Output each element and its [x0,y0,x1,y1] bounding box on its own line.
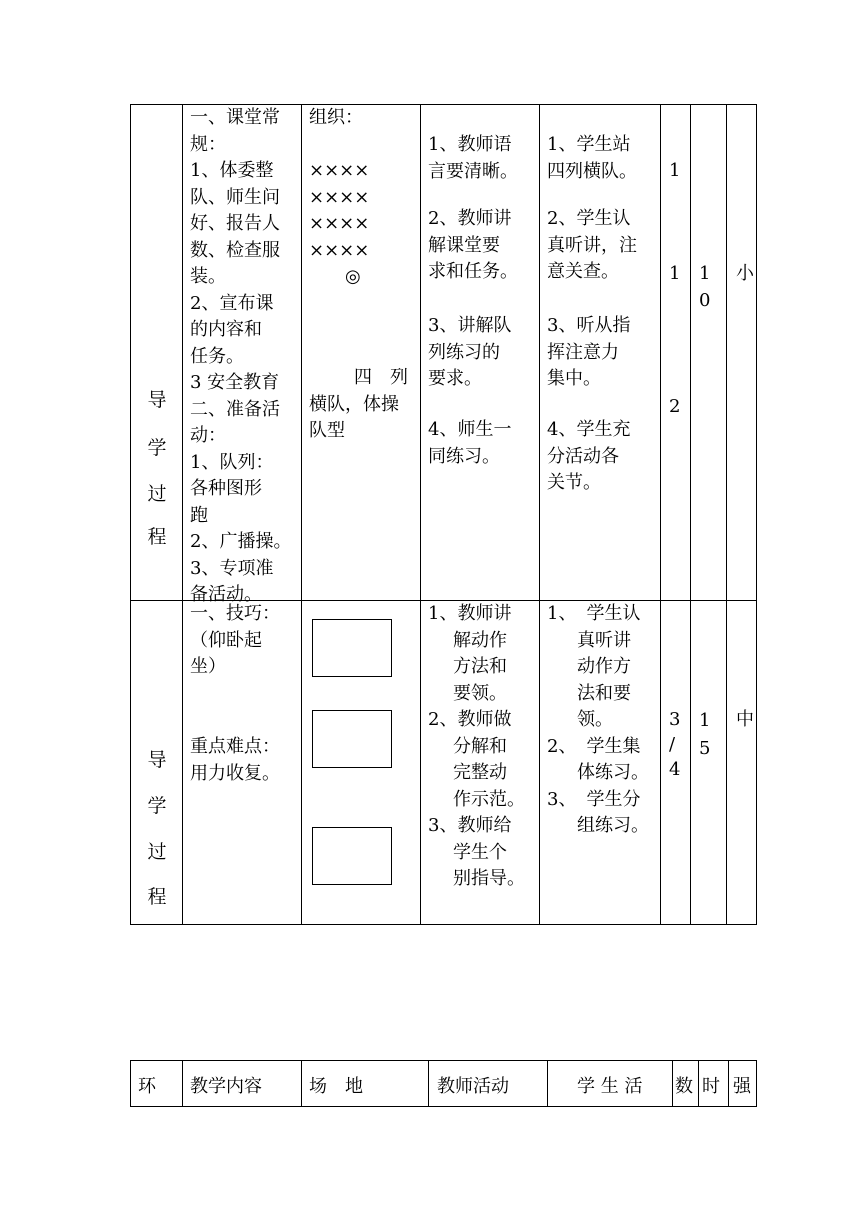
count-value: 1 [669,263,681,284]
formation-row: ×××× [309,186,370,208]
stage-char: 过 [147,841,167,863]
formation-note [309,365,417,445]
table2-col-border [698,1060,699,1107]
student-line [547,601,657,628]
student-item [547,132,657,185]
time-digit: 0 [699,289,711,311]
student-line: 领。 [577,709,613,730]
formation-row: ×××× [309,239,370,261]
stage-char: 程 [147,886,167,908]
teacher-line: 解动作 [453,629,507,651]
content-line: 重点难点： [190,736,280,757]
student-item-text: 学生分 [586,788,641,810]
content-cell [190,601,296,681]
student-line: 四列横队。 [547,160,637,182]
student-line: 动作方 [577,656,631,677]
header-content: 教学内容 [190,1076,262,1097]
content-line: 装。 [190,266,226,287]
table2-col-border [428,1060,429,1107]
student-item [547,417,657,497]
key-points [190,734,296,787]
content-line: 1、队列： [190,451,274,473]
venue-cell [309,105,417,132]
table1-col-border [420,104,421,925]
teacher-line: 3、讲解队 [428,315,512,336]
student-line: 挥注意力 [547,341,619,363]
teacher-line: 言要清晰。 [428,160,518,182]
header-intensity: 强 [733,1076,751,1097]
header-count: 数 [675,1076,693,1097]
teacher-line: 求和任务。 [428,261,518,282]
student-line: 组练习。 [577,815,649,836]
intensity-value: 小 [736,263,754,284]
teacher-line: 解课堂要 [428,234,500,256]
student-line: 分活动各 [547,445,619,467]
student-line: 法和要 [577,682,631,704]
table2-col-border [672,1060,673,1107]
teacher-line: 同练习。 [428,445,500,467]
stage-char: 导 [147,749,167,771]
header-teacher-activity: 教师活动 [437,1076,509,1097]
content-line: 3、专项准 [190,557,274,579]
content-line: 各种图形 [190,478,262,499]
student-item-number: 1、 [547,603,577,624]
student-line: 集中。 [547,368,601,389]
count-digit: 4 [669,759,681,780]
student-item [547,206,657,286]
student-line: 真听讲，注 [547,234,637,256]
table1-col-border [660,104,661,925]
teacher-line: 分解和 [453,735,507,757]
content-line: 数、检查服 [190,239,280,261]
table2-col-border [182,1060,183,1107]
venue-mat-diagram [312,710,392,768]
table2-bottom-border [130,1106,757,1107]
teacher-line: 完整动 [453,762,507,783]
content-line: 一、课堂常 [190,107,280,128]
header-venue: 场 地 [309,1076,363,1097]
venue-label: 组织： [309,107,363,128]
teacher-line: 2、教师做 [428,709,512,730]
teacher-line: 列练习的 [428,341,500,363]
table1-col-border [301,104,302,925]
student-line: 体练习。 [577,762,649,783]
teacher-line: 要领。 [453,682,507,704]
time-digit: 1 [699,263,711,284]
content-line: 跑 [190,504,208,526]
student-line: 3、听从指 [547,315,631,336]
table1-col-border [756,104,757,925]
table2-col-border [547,1060,548,1107]
content-line: 1、体委整 [190,160,274,181]
teacher-line: 作示范。 [453,788,525,810]
time-value [699,707,710,763]
content-line: 队、师生问 [190,186,280,208]
formation-note-line: 四 列 [354,367,408,388]
content-line: 3 安全教育 [190,372,280,393]
teacher-position-symbol: ◎ [345,266,361,287]
stage-char: 导 [147,389,167,411]
stage-char: 学 [147,437,167,459]
intensity-value: 中 [736,709,754,730]
student-line: 真听讲 [577,629,631,651]
content-line: 二、准备活 [190,398,280,420]
venue-mat-diagram [312,619,392,677]
table2-col-border [130,1060,131,1107]
count-digit: / [669,734,676,755]
content-line: 的内容和 [190,319,262,340]
table1-col-border [539,104,540,925]
table2-col-border [728,1060,729,1107]
count-value: 2 [669,396,681,417]
teacher-line: 3、教师给 [428,815,512,836]
table1-col-border [690,104,691,925]
formation-row: ×××× [309,213,370,234]
content-line: 规： [190,133,226,155]
time-value [699,261,710,314]
venue-mat-diagram [312,827,392,885]
student-item-number: 2、 [547,735,577,757]
teacher-line: 要求。 [428,368,482,389]
student-line [547,734,657,761]
content-line: （仰卧起 [190,629,262,651]
teacher-item [428,313,536,393]
teacher-item [428,601,536,893]
content-line: 2、广播操。 [190,531,292,552]
content-cell [190,105,296,609]
student-item [547,601,657,840]
teacher-line: 学生个 [453,841,507,863]
teacher-line: 别指导。 [453,868,525,889]
content-line: 备活动。 [190,584,262,605]
table2-top-border [130,1060,757,1061]
content-line: 用力收复。 [190,762,280,784]
header-stage: 环 [138,1076,156,1097]
student-line: 意关查。 [547,261,619,282]
stage-char: 学 [147,795,167,817]
student-line: 关节。 [547,472,601,493]
count-digit: 3 [669,709,681,730]
teacher-line: 1、教师讲 [428,603,512,624]
header-student-activity: 学 生 活 [577,1076,643,1097]
table2-col-border [756,1060,757,1107]
student-line [547,787,657,814]
stage-char: 程 [147,526,167,548]
student-item-text: 学生集 [586,735,641,757]
formation-note-line: 横队，体操 [309,393,399,415]
student-item-text: 学生认 [586,603,641,624]
student-item [547,313,657,393]
time-digit: 1 [699,710,711,731]
table1-bottom-border [130,924,757,925]
count-value: 1 [669,160,681,181]
teacher-item [428,206,536,286]
student-line: 4、学生充 [547,419,631,440]
teacher-item [428,132,536,185]
teacher-item [428,417,536,470]
table1-col-border [726,104,727,925]
teacher-line: 2、教师讲 [428,208,512,229]
content-line: 一、技巧： [190,603,280,624]
content-line: 任务。 [190,345,244,367]
formation-row: ×××× [309,160,370,181]
teacher-line: 1、教师语 [428,134,512,155]
time-digit: 5 [699,738,711,759]
stage-char: 过 [147,483,167,505]
teacher-line: 4、师生一 [428,419,512,440]
formation-note-line: 队型 [309,420,345,441]
student-line: 2、学生认 [547,208,631,229]
formation-diagram [309,158,417,291]
teacher-line: 方法和 [453,656,507,677]
count-value [669,707,680,782]
content-line: 2、宣布课 [190,292,274,314]
table2-col-border [301,1060,302,1107]
header-time: 时 [702,1076,720,1097]
student-line: 1、学生站 [547,134,631,155]
content-line: 动： [190,425,226,446]
content-line: 好、报告人 [190,213,280,234]
student-item-number: 3、 [547,788,577,810]
content-line: 坐） [190,656,226,677]
